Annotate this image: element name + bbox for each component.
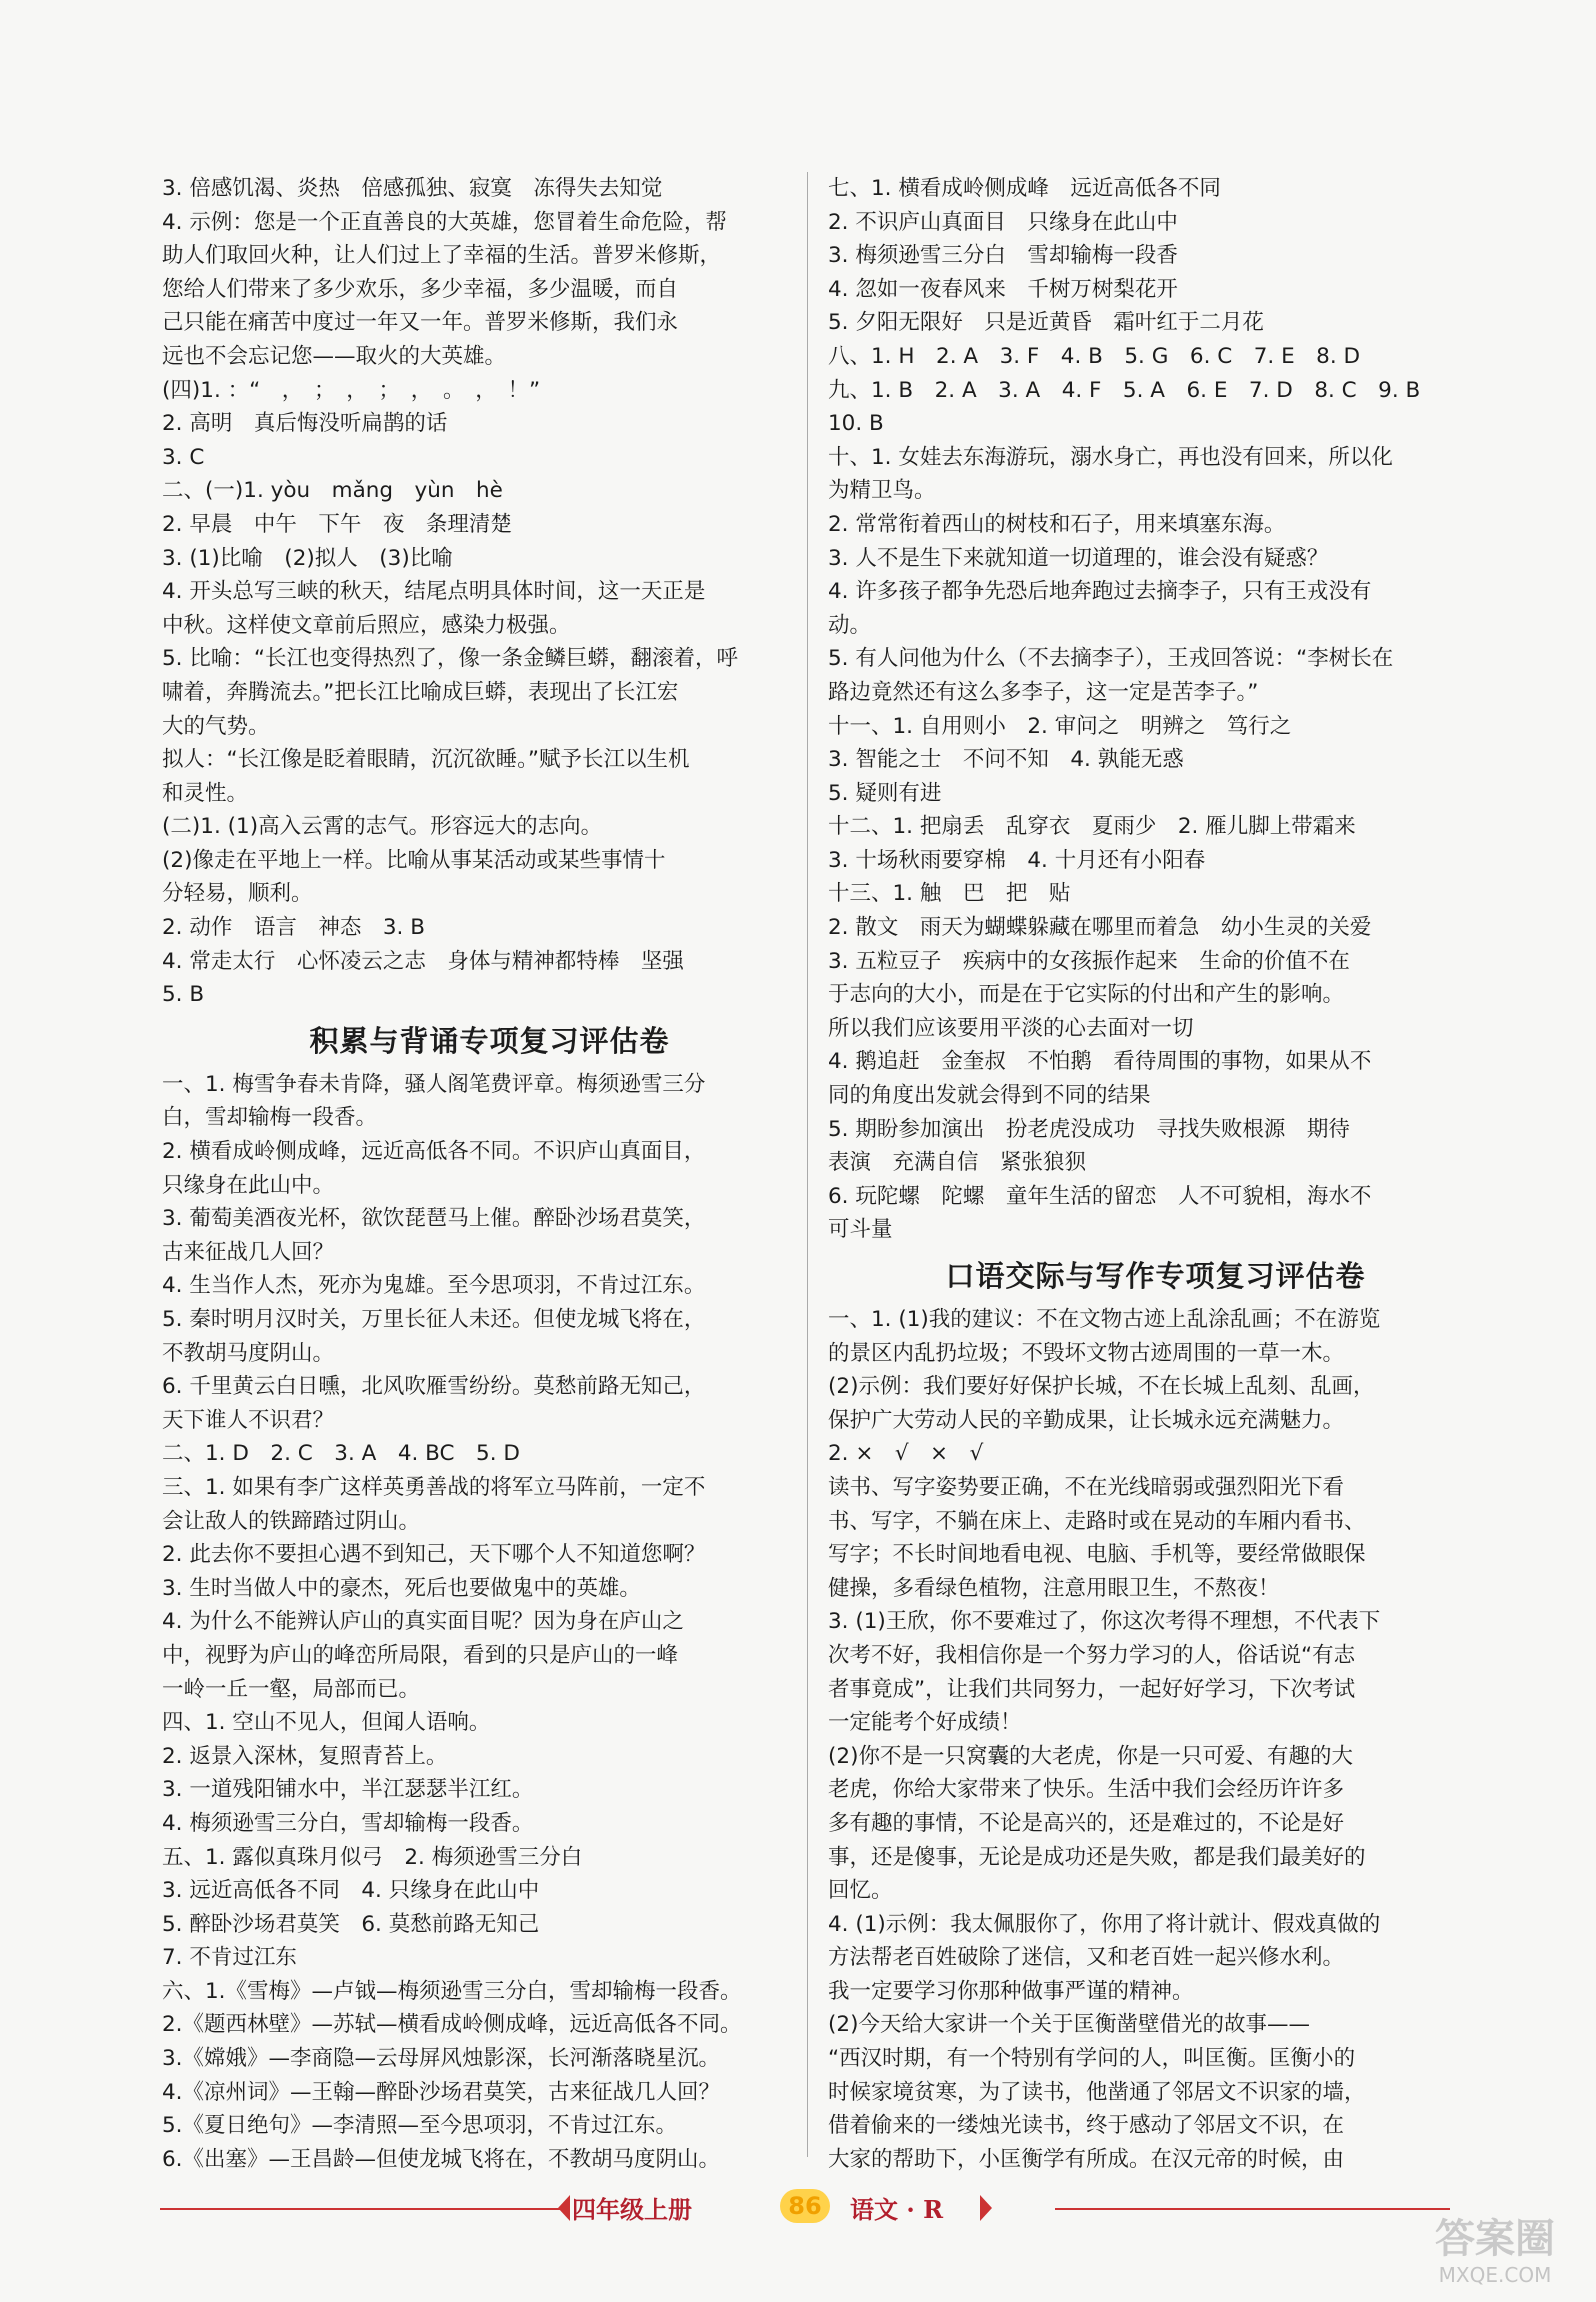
- answer-line: 借着偷来的一缕烛光读书，终于感动了邻居文不识，在: [828, 2113, 1345, 2139]
- answer-line: 7. 不肯过江东: [162, 1945, 297, 1971]
- answer-line: 十三、1. 触 巴 把 贴: [828, 881, 1071, 907]
- answer-line: 我一定要学习你那种做事严谨的精神。: [828, 1978, 1194, 2004]
- answer-line: 己只能在痛苦中度过一年又一年。普罗米修斯，我们永: [162, 310, 679, 336]
- answer-line: 八、1. H 2. A 3. F 4. B 5. G 6. C 7. E 8. D: [828, 343, 1361, 369]
- answer-line: 助人们取回火种，让人们过上了幸福的生活。普罗米修斯，: [162, 243, 722, 269]
- answer-line: 4. 鹅追赶 金奎叔 不怕鹅 看待周围的事物，如果从不: [828, 1049, 1372, 1075]
- answer-line: 5. 夕阳无限好 只是近黄昏 霜叶红于二月花: [828, 310, 1264, 336]
- footer-grade: 四年级上册: [572, 2195, 692, 2224]
- answer-line: 5. B: [162, 982, 205, 1008]
- answer-line: 只缘身在此山中。: [162, 1172, 335, 1198]
- answer-line: 所以我们应该要用平淡的心去面对一切: [828, 1015, 1194, 1041]
- left-answers-part-b: [162, 1068, 817, 2177]
- answer-line: 5. 期盼参加演出 扮老虎没成功 寻找失败根源 期待: [828, 1116, 1350, 1142]
- answer-line: 一、1. 梅雪争春未肯降，骚人阁笔费评章。梅须逊雪三分: [162, 1071, 706, 1097]
- answer-line: 四、1. 空山不见人，但闻人语响。: [162, 1710, 491, 1736]
- answer-line: 于志向的大小，而是在于它实际的付出和产生的影响。: [828, 982, 1345, 1008]
- answer-line: 4. 许多孩子都争先恐后地奔跑过去摘李子，只有王戎没有: [828, 579, 1372, 605]
- answer-line: 远也不会忘记您——取火的大英雄。: [162, 343, 507, 369]
- answer-line: 表演 充满自信 紧张狼狈: [828, 1150, 1087, 1176]
- answer-line: 6. 玩陀螺 陀螺 童年生活的留恋 人不可貌相，海水不: [828, 1183, 1372, 1209]
- answer-line: “西汉时期，有一个特别有学问的人，叫匡衡。匡衡小的: [828, 2046, 1356, 2072]
- answer-line: 3. 人不是生下来就知道一切道理的，谁会没有疑惑？: [828, 545, 1329, 571]
- right-answers-part-b: [828, 1303, 1483, 2176]
- answer-line: 3. 一道残阳铺水中，半江瑟瑟半江红。: [162, 1777, 534, 1803]
- answer-line: 大的气势。: [162, 713, 270, 739]
- answer-line: 二、1. D 2. C 3. A 4. BC 5. D: [162, 1441, 520, 1467]
- answer-line: 4. 开头总写三峡的秋天，结尾点明具体时间，这一天正是: [162, 579, 706, 605]
- footer-arrow-left-icon: [558, 2195, 570, 2221]
- answer-line: 十、1. 女娃去东海游玩，溺水身亡，再也没有回来，所以化: [828, 444, 1393, 470]
- answer-line: 六、1.《雪梅》—卢钺—梅须逊雪三分白，雪却输梅一段香。: [162, 1978, 742, 2004]
- answer-line: 啸着，奔腾流去。”把长江比喻成巨蟒，表现出了长江宏: [162, 679, 679, 705]
- answer-line: 五、1. 露似真珠月似弓 2. 梅须逊雪三分白: [162, 1844, 583, 1870]
- answer-line: 4. 生当作人杰，死亦为鬼雄。至今思项羽，不肯过江东。: [162, 1273, 706, 1299]
- answer-line: 您给人们带来了多少欢乐，多少幸福，多少温暖，而自: [162, 276, 679, 302]
- footer-rule-right: [1055, 2208, 1450, 2210]
- answer-line: 一定能考个好成绩！: [828, 1710, 1022, 1736]
- answer-line: 分轻易，顺利。: [162, 881, 313, 907]
- answer-line: 3. 五粒豆子 疾病中的女孩振作起来 生命的价值不在: [828, 948, 1350, 974]
- answer-line: 5.《夏日绝句》—李清照—至今思项羽，不肯过江东。: [162, 2113, 678, 2139]
- answer-line: 4. 示例：您是一个正直善良的大英雄，您冒着生命危险，帮: [162, 209, 727, 235]
- answer-line: 中秋。这样使文章前后照应，感染力极强。: [162, 612, 571, 638]
- left-column: [162, 172, 817, 2176]
- answer-line: (2)今天给大家讲一个关于匡衡凿壁借光的故事——: [828, 2012, 1310, 2038]
- answer-line: 为精卫鸟。: [828, 478, 936, 504]
- answer-line: (2)示例：我们要好好保护长城，不在长城上乱刻、乱画，: [828, 1374, 1375, 1400]
- answer-line: 4. 梅须逊雪三分白，雪却输梅一段香。: [162, 1810, 534, 1836]
- answer-line: 3. 十场秋雨要穿棉 4. 十月还有小阳春: [828, 847, 1206, 873]
- answer-line: 时候家境贫寒，为了读书，他凿通了邻居文不识家的墙，: [828, 2079, 1366, 2105]
- answer-line: 者事竟成”，让我们共同努力，一起好好学习，下次考试: [828, 1676, 1356, 1702]
- answer-line: 2. 高明 真后悔没听扁鹊的话: [162, 411, 448, 437]
- answer-line: 2. 早晨 中午 下午 夜 条理清楚: [162, 511, 512, 537]
- answer-line: 2. 横看成岭侧成峰，远近高低各不同。不识庐山真面目，: [162, 1139, 706, 1165]
- answer-line: 十一、1. 自用则小 2. 审问之 明辨之 笃行之: [828, 713, 1292, 739]
- answer-line: 2. 常常衔着西山的树枝和石子，用来填塞东海。: [828, 511, 1286, 537]
- watermark-logo: [1410, 2215, 1580, 2295]
- answer-line: 3. 倍感饥渴、炎热 倍感孤独、寂寞 冻得失去知觉: [162, 176, 663, 201]
- answer-line: 3. 生时当做人中的豪杰，死后也要做鬼中的英雄。: [162, 1575, 641, 1601]
- answer-line: 健操，多看绿色植物，注意用眼卫生，不熬夜！: [828, 1575, 1280, 1601]
- answer-line: 路边竟然还有这么多李子，这一定是苦李子。”: [828, 679, 1259, 705]
- answer-line: 保护广大劳动人民的辛勤成果，让长城永远充满魅力。: [828, 1407, 1345, 1433]
- answer-line: (四)1. ：“ ， ； ， ； ， 。 ， ！”: [162, 377, 541, 403]
- answer-line: 3. 智能之士 不问不知 4. 孰能无惑: [828, 747, 1184, 773]
- answer-line: 2. 此去你不要担心遇不到知己，天下哪个人不知道您啊？: [162, 1542, 706, 1568]
- answer-line: 书、写字，不躺在床上、走路时或在晃动的车厢内看书、: [828, 1508, 1366, 1534]
- answer-line: 十二、1. 把扇丢 乱穿衣 夏雨少 2. 雁儿脚上带霜来: [828, 814, 1356, 840]
- answer-line: 天下谁人不识君？: [162, 1407, 335, 1433]
- answer-line: 次考不好，我相信你是一个努力学习的人，俗话说“有志: [828, 1642, 1356, 1668]
- answer-line: 2. 散文 雨天为蝴蝶躲藏在哪里而着急 幼小生灵的关爱: [828, 915, 1372, 941]
- answer-line: 一岭一丘一壑，局部而已。: [162, 1676, 421, 1702]
- answer-line: 方法帮老百姓破除了迷信，又和老百姓一起兴修水利。: [828, 1945, 1345, 1971]
- page-number: 86: [780, 2189, 830, 2223]
- answer-line: 4. 常走太行 心怀凌云之志 身体与精神都特棒 坚强: [162, 948, 684, 974]
- answer-line: 二、(一)1. yòu mǎng yùn hè: [162, 478, 503, 504]
- answer-line: 写字；不长时间地看电视、电脑、手机等，要经常做眼保: [828, 1542, 1366, 1568]
- answer-line: 3. C: [162, 444, 205, 470]
- footer-arrow-right-icon: [980, 2195, 992, 2221]
- answer-line: 不教胡马度阴山。: [162, 1340, 335, 1366]
- answer-line: 6.《出塞》—王昌龄—但使龙城飞将在，不教胡马度阴山。: [162, 2146, 721, 2172]
- answer-line: 九、1. B 2. A 3. A 4. F 5. A 6. E 7. D 8. C 9. B: [828, 377, 1421, 403]
- answer-line: 同的角度出发就会得到不同的结果: [828, 1083, 1151, 1109]
- answer-line: 6. 千里黄云白日曛，北风吹雁雪纷纷。莫愁前路无知己，: [162, 1374, 706, 1400]
- answer-line: 2.《题西林壁》—苏轼—横看成岭侧成峰，远近高低各不同。: [162, 2012, 742, 2038]
- answer-line: (2)像走在平地上一样。比喻从事某活动或某些事情十: [162, 847, 666, 873]
- right-column: [828, 172, 1483, 2176]
- answer-line: 3. 葡萄美酒夜光杯，欲饮琵琶马上催。醉卧沙场君莫笑，: [162, 1206, 706, 1232]
- answer-line: 和灵性。: [162, 780, 249, 806]
- answer-line: 5. 比喻：“长江也变得热烈了，像一条金鳞巨蟒，翻滚着，呼: [162, 646, 738, 672]
- watermark-text: 答案圈: [1435, 2216, 1555, 2262]
- answer-line: 会让敌人的铁蹄踏过阴山。: [162, 1508, 421, 1534]
- answer-line: 3. (1)比喻 (2)拟人 (3)比喻: [162, 545, 453, 571]
- answer-line: 5. 有人问他为什么（不去摘李子），王戎回答说：“李树长在: [828, 646, 1394, 672]
- answer-line: 拟人：“长江像是眨着眼睛，沉沉欲睡。”赋予长江以生机: [162, 747, 690, 773]
- footer-rule-left: [160, 2208, 560, 2210]
- answer-line: 中，视野为庐山的峰峦所局限，看到的只是庐山的一峰: [162, 1642, 679, 1668]
- watermark-url: MXQE.COM: [1438, 2263, 1552, 2287]
- section-title-oral-writing: 口语交际与写作专项复习评估卷: [945, 1259, 1366, 1293]
- answer-line: 3.《嫦娥》—李商隐—云母屏风烛影深，长河渐落晓星沉。: [162, 2046, 721, 2072]
- answer-line: 回忆。: [828, 1878, 893, 1904]
- left-answers-part-a: [162, 172, 817, 1012]
- answer-line: 白，雪却输梅一段香。: [162, 1105, 378, 1131]
- answer-line: 古来征战几人回？: [162, 1239, 335, 1265]
- footer-subject: 语文 · R: [850, 2195, 944, 2224]
- answer-line: 的景区内乱扔垃圾；不毁坏文物古迹周围的一草一木。: [828, 1340, 1345, 1366]
- page-footer: [160, 2186, 1450, 2230]
- answer-line: 2. × √ × √: [828, 1441, 984, 1467]
- answer-line: 5. 疑则有进: [828, 780, 942, 806]
- answer-line: 10. B: [828, 411, 884, 437]
- answer-line: 2. 不识庐山真面目 只缘身在此山中: [828, 209, 1178, 235]
- answer-line: 2. 动作 语言 神态 3. B: [162, 915, 425, 941]
- answer-line: 七、1. 横看成岭侧成峰 远近高低各不同: [828, 176, 1221, 201]
- answer-line: 2. 返景入深林，复照青苔上。: [162, 1743, 448, 1769]
- answer-line: 4. (1)示例：我太佩服你了，你用了将计就计、假戏真做的: [828, 1911, 1381, 1937]
- answer-line: 3. (1)王欣，你不要难过了，你这次考得不理想，不代表下: [828, 1609, 1381, 1635]
- answer-line: 3. 远近高低各不同 4. 只缘身在此山中: [162, 1878, 540, 1904]
- answer-line: 多有趣的事情，不论是高兴的，还是难过的，不论是好: [828, 1810, 1345, 1836]
- answer-line: 大家的帮助下，小匡衡学有所成。在汉元帝的时候，由: [828, 2146, 1345, 2172]
- answer-line: 三、1. 如果有李广这样英勇善战的将军立马阵前，一定不: [162, 1474, 706, 1500]
- answer-line: 4. 为什么不能辨认庐山的真实面目呢？因为身在庐山之: [162, 1609, 684, 1635]
- answer-line: 可斗量: [828, 1217, 893, 1243]
- answer-line: 4.《凉州词》—王翰—醉卧沙场君莫笑，古来征战几人回？: [162, 2079, 721, 2105]
- answer-line: 5. 醉卧沙场君莫笑 6. 莫愁前路无知己: [162, 1911, 540, 1937]
- answer-line: 读书、写字姿势要正确，不在光线暗弱或强烈阳光下看: [828, 1474, 1345, 1500]
- answer-line: 老虎，你给大家带来了快乐。生活中我们会经历许许多: [828, 1777, 1345, 1803]
- answer-line: 动。: [828, 612, 872, 638]
- answer-line: 事，还是傻事，无论是成功还是失败，都是我们最美好的: [828, 1844, 1366, 1870]
- answer-line: 5. 秦时明月汉时关，万里长征人未还。但使龙城飞将在，: [162, 1307, 706, 1332]
- right-answers-part-a: [828, 172, 1483, 1247]
- answer-line: 3. 梅须逊雪三分白 雪却输梅一段香: [828, 243, 1178, 269]
- answer-line: (二)1. (1)高入云霄的志气。形容远大的志向。: [162, 814, 603, 840]
- answer-line: 一、1. (1)我的建议：不在文物古迹上乱涂乱画；不在游览: [828, 1307, 1381, 1332]
- section-title-accumulation: 积累与背诵专项复习评估卷: [309, 1023, 670, 1058]
- answer-line: 4. 忽如一夜春风来 千树万树梨花开: [828, 276, 1178, 302]
- answer-line: (2)你不是一只窝囊的大老虎，你是一只可爱、有趣的大: [828, 1743, 1353, 1769]
